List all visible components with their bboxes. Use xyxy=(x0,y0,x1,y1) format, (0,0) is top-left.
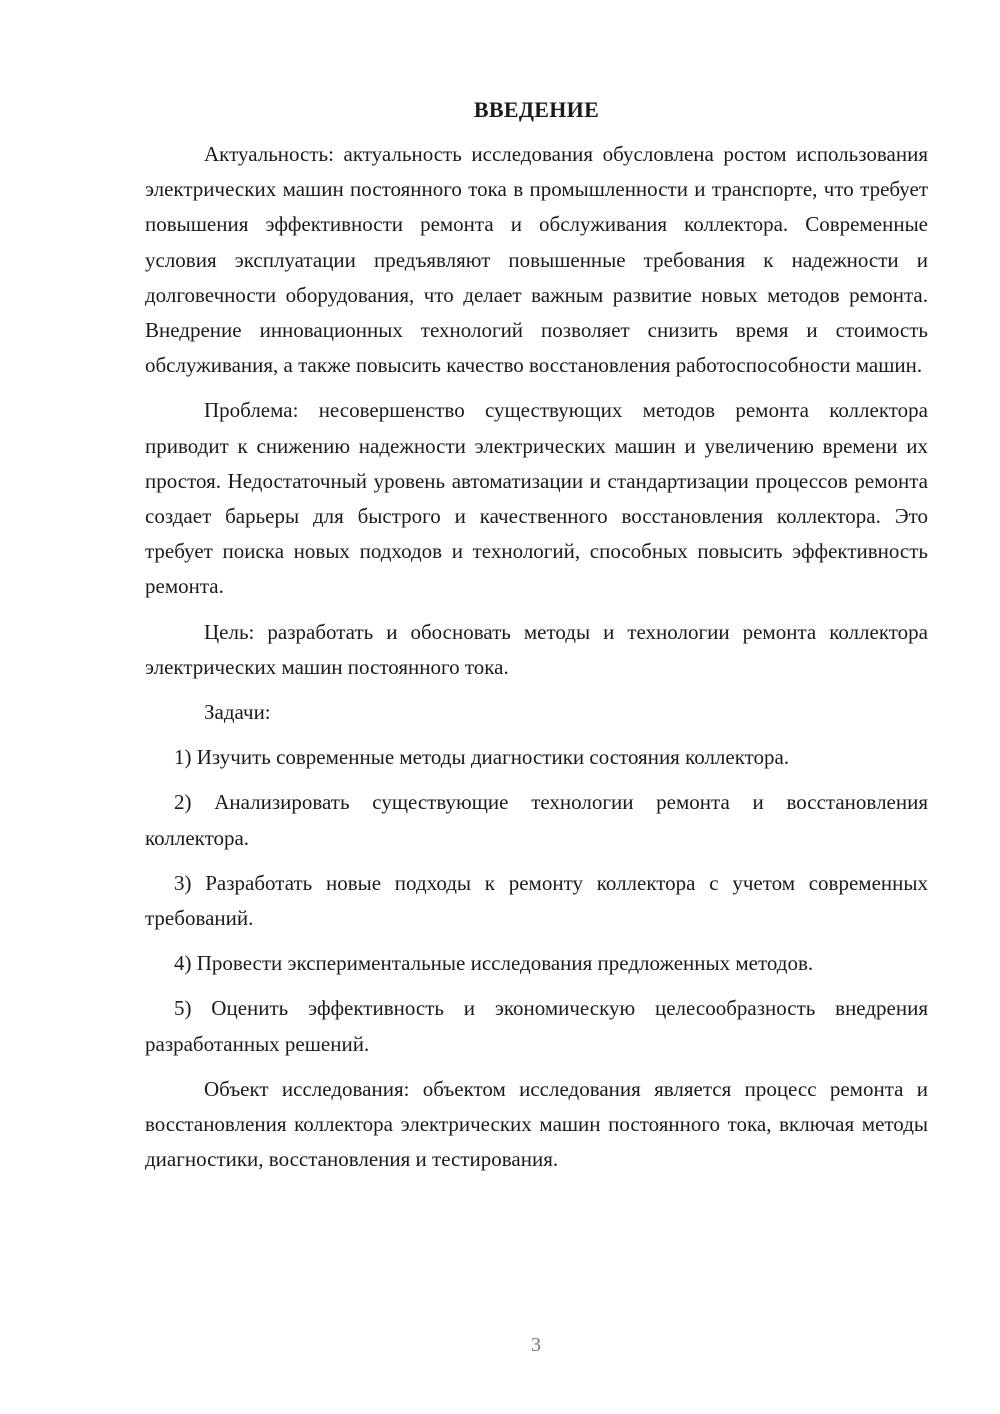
tasks-heading: Задачи: xyxy=(204,700,271,725)
section-title: ВВЕДЕНИЕ xyxy=(473,97,600,122)
relevance-paragraph: Актуальность: актуальность исследования обусловлена ростом использования электрических машин постоянного тока в промышленности и транспорте, что требует повышения эффективности ремонта и обслуживания коллектора. Современные условия эксплуатации предъявляют повышенные требования к надежности и долговечности оборудования, что делает важным развитие новых методов ремонта. Внедрение инновационных технологий позволяет снизить время и стоимость обслуживания, а также повысить качество восстановления работоспособности машин. xyxy=(145,142,928,378)
goal-paragraph: Цель: разработать и обосновать методы и технологии ремонта коллектора электрических машин постоянного тока. xyxy=(145,619,928,679)
task-item: 4) Провести экспериментальные исследования предложенных методов. xyxy=(174,951,814,976)
page-number: 3 xyxy=(531,1334,541,1356)
task-item: 2) Анализировать существующие технологии ремонта и восстановления коллектора. xyxy=(145,790,928,850)
problem-paragraph: Проблема: несовершенство существующих методов ремонта коллектора приводит к снижению надежности электрических машин и увеличению времени их простоя. Недостаточный уровень автоматизации и стандартизации процессов ремонта создает барьеры для быстрого и качественного восстановления коллектора. Это требует поиска новых подходов и технологий, способных повысить эффективность ремонта. xyxy=(145,398,928,599)
task-item: 3) Разработать новые подходы к ремонту коллектора с учетом современных требований. xyxy=(145,870,928,931)
task-item: 5) Оценить эффективность и экономическую целесообразность внедрения разработанных решений. xyxy=(145,996,928,1056)
object-paragraph: Объект исследования: объектом исследования является процесс ремонта и восстановления коллектора электрических машин постоянного тока, включая методы диагностики, восстановления и тестирования. xyxy=(145,1076,928,1172)
task-item: 1) Изучить современные методы диагностики состояния коллектора. xyxy=(174,745,790,770)
page-content xyxy=(145,95,928,1187)
